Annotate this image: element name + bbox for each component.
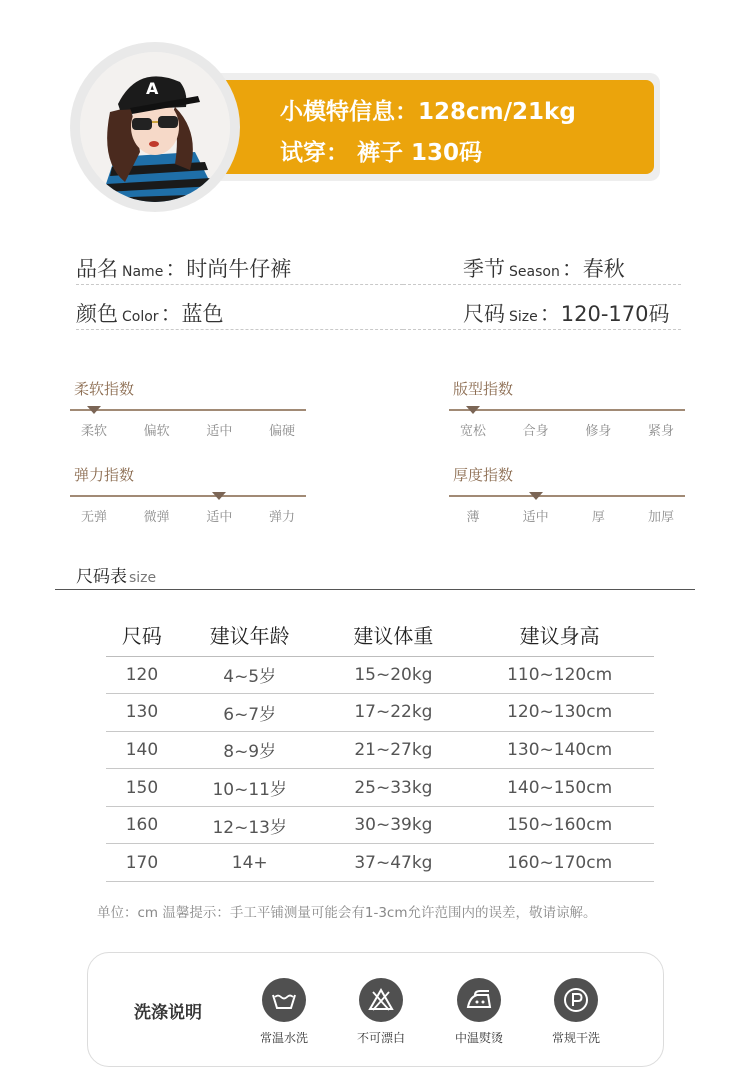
scale-line — [449, 409, 685, 411]
table-cell: 150~160cm — [465, 806, 654, 844]
table-cell: 160~170cm — [465, 844, 654, 882]
column-header: 建议体重 — [322, 614, 466, 656]
table-cell: 14+ — [178, 844, 322, 882]
table-row — [106, 844, 654, 882]
table-cell: 17~22kg — [322, 694, 466, 732]
size-table — [106, 614, 654, 882]
wash-item-medium-iron — [439, 978, 519, 1046]
scale-option: 无弹 — [80, 510, 107, 525]
model-photo — [80, 52, 230, 202]
season-label-en: Season — [509, 264, 560, 280]
table-row — [106, 694, 654, 732]
table-header-row — [106, 614, 654, 656]
table-cell: 150 — [106, 769, 178, 807]
info-row-color — [76, 290, 403, 330]
table-cell: 37~47kg — [322, 844, 466, 882]
fit-scale — [449, 378, 685, 458]
info-row-size — [403, 290, 681, 330]
name-label-en: Name — [122, 264, 164, 280]
scale-marker — [529, 492, 543, 500]
table-cell: 140 — [106, 731, 178, 769]
scale-line — [449, 495, 685, 497]
color-label: 颜色 — [76, 302, 118, 326]
scale-option: 适中 — [206, 424, 233, 439]
scale-option: 微弹 — [143, 510, 170, 525]
size-value: ：120-170码 — [539, 302, 670, 326]
color-value: ：蓝色 — [160, 302, 224, 326]
column-header: 尺码 — [106, 614, 178, 656]
table-cell: 10~11岁 — [178, 769, 322, 807]
wash-item-label: 常规干洗 — [551, 1031, 600, 1045]
name-label: 品名 — [76, 257, 118, 281]
info-row-name — [76, 245, 403, 285]
table-cell: 140~150cm — [465, 769, 654, 807]
table-cell: 12~13岁 — [178, 806, 322, 844]
wash-item-normal-wash — [244, 978, 324, 1046]
scale-marker — [87, 406, 101, 414]
name-value: ：时尚牛仔裤 — [165, 257, 292, 281]
size-label: 尺码 — [463, 302, 505, 326]
scale-option: 弹力 — [268, 510, 295, 525]
column-header: 建议年龄 — [178, 614, 322, 656]
scale-option: 适中 — [522, 510, 549, 525]
softness-scale — [70, 378, 306, 458]
size-table-title: 尺码表 — [76, 567, 127, 587]
table-cell: 4~5岁 — [178, 656, 322, 694]
scale-option: 柔软 — [80, 424, 107, 439]
dry-clean-icon — [554, 978, 598, 1022]
table-row — [106, 656, 654, 694]
measurement-note: 单位：cm 温馨提示：手工平铺测量可能会有1-3cm允许范围内的误差，敬请谅解。 — [97, 905, 597, 921]
scale-option: 薄 — [466, 510, 480, 525]
size-table-title-en: size — [129, 570, 157, 586]
wash-item-label: 中温熨烫 — [454, 1031, 503, 1045]
scale-option: 合身 — [522, 424, 549, 439]
scale-line — [70, 495, 306, 497]
scale-option: 厚 — [591, 510, 605, 525]
scale-title: 厚度指数 — [453, 466, 514, 484]
scale-title: 柔软指数 — [74, 380, 135, 398]
table-cell: 30~39kg — [322, 806, 466, 844]
scale-option: 加厚 — [647, 510, 674, 525]
size-table-heading — [76, 562, 156, 587]
table-row — [106, 806, 654, 844]
table-row — [106, 769, 654, 807]
table-cell: 120~130cm — [465, 694, 654, 732]
table-cell: 130~140cm — [465, 731, 654, 769]
wash-item-label: 不可漂白 — [356, 1031, 405, 1045]
model-info-line: 小模特信息：128cm/21kg — [280, 99, 576, 125]
scale-option: 偏软 — [143, 424, 170, 439]
table-cell: 8~9岁 — [178, 731, 322, 769]
scale-option: 适中 — [206, 510, 233, 525]
table-cell: 6~7岁 — [178, 694, 322, 732]
thickness-scale — [449, 464, 685, 544]
table-cell: 25~33kg — [322, 769, 466, 807]
info-row-season — [403, 245, 681, 285]
table-cell: 21~27kg — [322, 731, 466, 769]
column-header: 建议身高 — [465, 614, 654, 656]
model-tryon-line: 试穿： 裤子 130码 — [280, 140, 483, 166]
svg-text:A: A — [146, 79, 159, 98]
scale-option: 修身 — [585, 424, 612, 439]
scale-title: 版型指数 — [453, 380, 514, 398]
season-value: ：春秋 — [561, 257, 625, 281]
divider — [55, 589, 695, 590]
scale-option: 宽松 — [459, 424, 486, 439]
scale-option: 偏硬 — [268, 424, 295, 439]
table-cell: 130 — [106, 694, 178, 732]
no-bleach-icon — [359, 978, 403, 1022]
scale-title: 弹力指数 — [74, 466, 135, 484]
scale-line — [70, 409, 306, 411]
size-label-en: Size — [509, 309, 538, 325]
wash-tub-icon — [262, 978, 306, 1022]
iron-icon — [457, 978, 501, 1022]
table-cell: 15~20kg — [322, 656, 466, 694]
table-row — [106, 731, 654, 769]
avatar — [80, 52, 230, 202]
washing-title: 洗涤说明 — [134, 1003, 202, 1023]
wash-item-dry-clean — [536, 978, 616, 1046]
scale-option: 紧身 — [647, 424, 674, 439]
season-label: 季节 — [463, 257, 505, 281]
elasticity-scale — [70, 464, 306, 544]
wash-item-no-bleach — [341, 978, 421, 1046]
wash-item-label: 常温水洗 — [259, 1031, 308, 1045]
table-cell: 170 — [106, 844, 178, 882]
scale-marker — [212, 492, 226, 500]
table-cell: 120 — [106, 656, 178, 694]
table-cell: 110~120cm — [465, 656, 654, 694]
table-cell: 160 — [106, 806, 178, 844]
scale-marker — [466, 406, 480, 414]
color-label-en: Color — [122, 309, 159, 325]
